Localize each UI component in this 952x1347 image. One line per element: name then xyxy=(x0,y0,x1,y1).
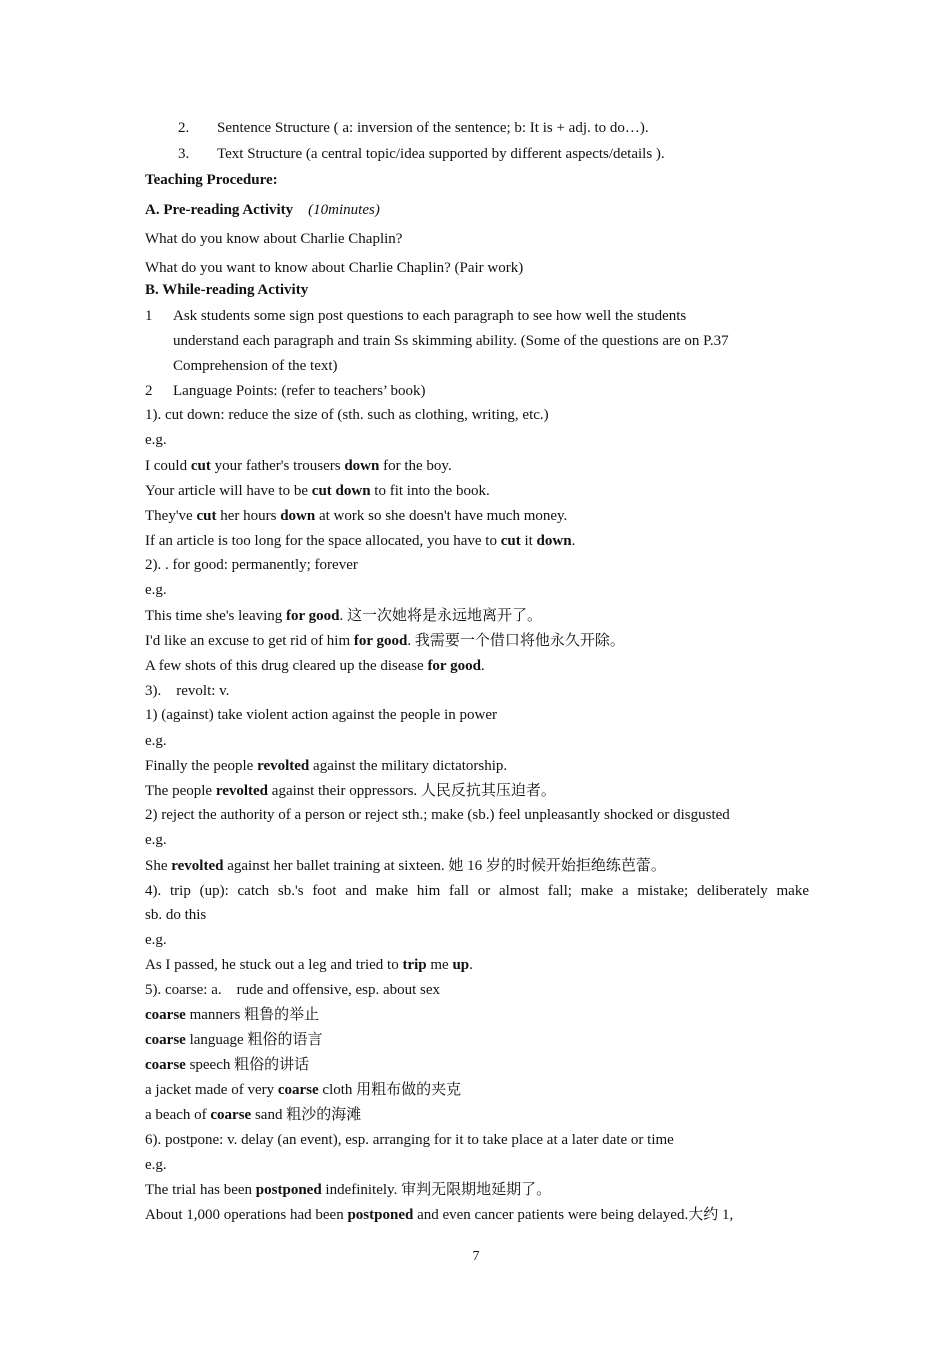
eg-label: e.g. xyxy=(145,733,167,749)
eg-label: e.g. xyxy=(145,582,167,598)
example-sentence: The people revolted against their oppressors. 人民反抗其压迫者。 xyxy=(145,783,556,799)
example-sentence: Your article will have to be cut down to fit into the book. xyxy=(145,483,490,499)
vocab-heading-trip-up: 4). trip (up): catch sb.'s foot and make him fall or almost fall; make a mistake; deliberately make xyxy=(145,883,809,899)
vocab-heading-revolt: 3). revolt: v. xyxy=(145,683,230,699)
definition-line: 1) (against) take violent action against the people in power xyxy=(145,707,497,723)
section-heading-pre-reading: A. Pre-reading Activity (10minutes) xyxy=(145,202,380,218)
structure-item-2: 2. Sentence Structure ( a: inversion of the sentence; b: It is + adj. to do…). xyxy=(178,120,649,136)
list-item-1-cont: understand each paragraph and train Ss skimming ability. (Some of the questions are on P.37 xyxy=(173,333,729,349)
vocab-heading-for-good: 2). . for good: permanently; forever xyxy=(145,557,358,573)
page-number: 7 xyxy=(472,1249,480,1264)
list-item-1: 1 Ask students some sign post questions to each paragraph to see how well the students xyxy=(145,308,687,324)
list-item-2: 2 Language Points: (refer to teachers’ book) xyxy=(145,383,426,399)
example-sentence: The trial has been postponed indefinitely. 审判无限期地延期了。 xyxy=(145,1182,552,1198)
collocation-line: coarse language 粗俗的语言 xyxy=(145,1032,323,1048)
collocation-line: a beach of coarse sand 粗沙的海滩 xyxy=(145,1107,362,1123)
example-sentence: A few shots of this drug cleared up the disease for good. xyxy=(145,658,485,674)
collocation-line: coarse speech 粗俗的讲话 xyxy=(145,1057,310,1073)
example-sentence: If an article is too long for the space allocated, you have to cut it down. xyxy=(145,533,576,549)
section-heading-teaching-procedure: Teaching Procedure: xyxy=(145,172,278,188)
eg-label: e.g. xyxy=(145,1157,167,1173)
definition-line: 2) reject the authority of a person or reject sth.; make (sb.) feel unpleasantly shocked or disgusted xyxy=(145,807,730,823)
question-line: What do you know about Charlie Chaplin? xyxy=(145,231,403,247)
eg-label: e.g. xyxy=(145,932,167,948)
collocation-line: coarse manners 粗鲁的举止 xyxy=(145,1007,320,1023)
example-sentence: I'd like an excuse to get rid of him for good. 我需要一个借口将他永久开除。 xyxy=(145,633,625,649)
section-heading-while-reading: B. While-reading Activity xyxy=(145,282,309,298)
question-line: What do you want to know about Charlie Chaplin? (Pair work) xyxy=(145,260,524,276)
example-sentence: She revolted against her ballet training at sixteen. 她 16 岁的时候开始拒绝练芭蕾。 xyxy=(145,858,666,874)
eg-label: e.g. xyxy=(145,432,167,448)
example-sentence: About 1,000 operations had been postponed and even cancer patients were being delayed.大约 1, xyxy=(145,1207,734,1223)
eg-label: e.g. xyxy=(145,832,167,848)
vocab-heading-cut-down: 1). cut down: reduce the size of (sth. such as clothing, writing, etc.) xyxy=(145,407,549,423)
example-sentence: This time she's leaving for good. 这一次她将是永远地离开了。 xyxy=(145,608,543,624)
vocab-heading-trip-up-cont: sb. do this xyxy=(145,907,207,923)
structure-item-3: 3. Text Structure (a central topic/idea supported by different aspects/details ). xyxy=(178,146,665,162)
example-sentence: Finally the people revolted against the military dictatorship. xyxy=(145,758,508,774)
example-sentence: They've cut her hours down at work so she doesn't have much money. xyxy=(145,508,568,524)
list-item-1-cont: Comprehension of the text) xyxy=(173,358,338,374)
collocation-line: a jacket made of very coarse cloth 用粗布做的夹克 xyxy=(145,1082,462,1098)
vocab-heading-postpone: 6). postpone: v. delay (an event), esp. arranging for it to take place at a later date or time xyxy=(145,1132,674,1148)
vocab-heading-coarse: 5). coarse: a. rude and offensive, esp. about sex xyxy=(145,982,441,998)
example-sentence: As I passed, he stuck out a leg and tried to trip me up. xyxy=(145,957,473,973)
example-sentence: I could cut your father's trousers down for the boy. xyxy=(145,458,452,474)
